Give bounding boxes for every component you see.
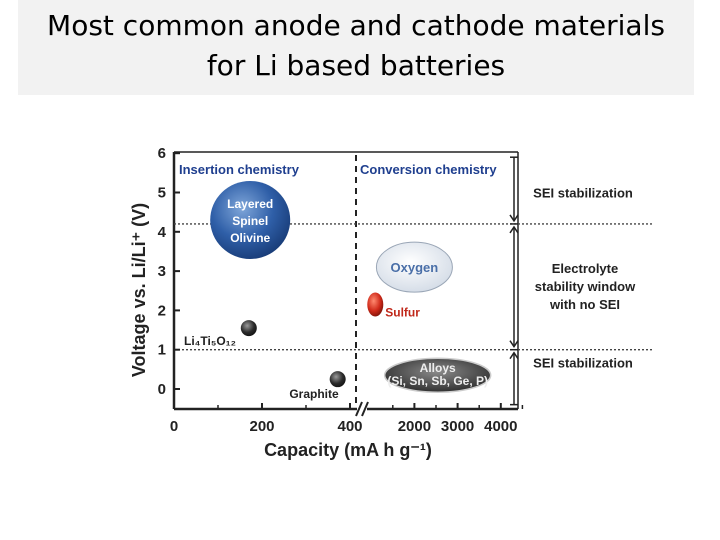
y-tick-label: 5	[157, 184, 166, 202]
side-label-sei-top: SEI stabilization	[533, 185, 633, 201]
side-label-window-line-3: with no SEI	[549, 296, 621, 312]
y-ticks	[158, 145, 180, 398]
lto-marker	[241, 320, 257, 336]
y-tick-label: 6	[157, 145, 166, 163]
region-label-conversion: Conversion chemistry	[360, 162, 497, 177]
slide-title-line-1: Most common anode and cathode materials	[47, 9, 665, 42]
y-tick-label: 2	[157, 302, 166, 320]
x-tick-label: 200	[249, 418, 275, 435]
x-tick-label: 3000	[440, 418, 475, 435]
cathode-label-line-3: Olivine	[230, 230, 271, 245]
graphite-label: Graphite	[289, 387, 339, 402]
sulfur-marker	[367, 293, 383, 317]
graphite-marker	[330, 371, 346, 387]
y-tick-label: 1	[157, 341, 166, 359]
y-tick-label: 4	[157, 223, 166, 241]
x-tick-label: 4000	[484, 418, 518, 435]
alloys-label-line-1: Alloys	[419, 361, 456, 376]
x-tick-label: 400	[337, 418, 363, 435]
side-arrows	[510, 157, 518, 404]
y-tick-label: 3	[157, 263, 166, 281]
sulfur-label: Sulfur	[385, 305, 420, 320]
side-label-window-line-1: Electrolyte	[551, 260, 619, 276]
alloys-label-line-2: (Si, Sn, Sb, Ge, P)	[387, 374, 489, 389]
y-tick-label: 0	[157, 381, 166, 398]
x-tick-label: 0	[169, 418, 179, 435]
x-tick-label: 2000	[397, 418, 432, 435]
slide-title-line-2: for Li based batteries	[206, 49, 506, 82]
region-label-insertion: Insertion chemistry	[179, 162, 299, 177]
x-axis-title: Capacity (mA h g⁻¹)	[264, 440, 432, 460]
side-label-window-line-2: stability window	[534, 278, 636, 294]
oxygen-label: Oxygen	[390, 260, 439, 276]
side-label-sei-bottom: SEI stabilization	[533, 355, 633, 371]
lto-label: Li₄Ti₅O₁₂	[184, 334, 236, 349]
cathode-label-line-1: Layered	[227, 196, 274, 211]
y-axis-title: Voltage vs. Li/Li⁺ (V)	[129, 202, 149, 378]
cathode-label-line-2: Spinel	[232, 213, 269, 228]
axis-break-mark	[356, 402, 368, 416]
